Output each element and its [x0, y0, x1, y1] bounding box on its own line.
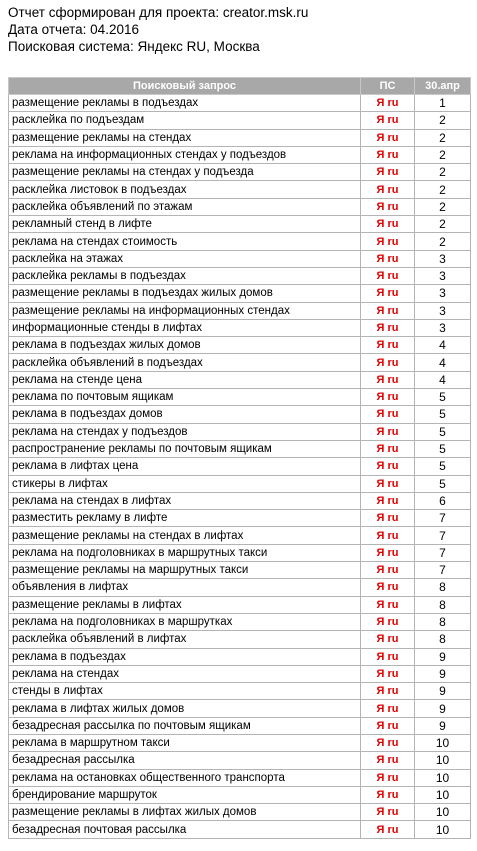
query-cell: безадресная почтовая рассылка	[9, 821, 361, 838]
table-row	[9, 285, 471, 302]
query-cell: реклама на информационных стендах у подъездов	[9, 146, 361, 163]
query-cell: безадресная рассылка по почтовым ящикам	[9, 717, 361, 734]
engine-badge: Я ru	[361, 821, 415, 838]
table-header-row	[9, 78, 471, 95]
engine-badge: Я ru	[361, 302, 415, 319]
table-row	[9, 544, 471, 561]
query-cell: стенды в лифтах	[9, 683, 361, 700]
position-cell: 5	[415, 440, 471, 457]
position-cell: 2	[415, 233, 471, 250]
position-cell: 3	[415, 319, 471, 336]
query-cell: размещение рекламы на стендах в лифтах	[9, 527, 361, 544]
engine-badge: Я ru	[361, 579, 415, 596]
table-row	[9, 665, 471, 682]
table-row	[9, 164, 471, 181]
table-row	[9, 786, 471, 803]
table-row	[9, 95, 471, 112]
engine-badge: Я ru	[361, 734, 415, 751]
position-cell: 7	[415, 527, 471, 544]
position-cell: 2	[415, 146, 471, 163]
query-cell: расклейка объявлений в лифтах	[9, 631, 361, 648]
table-row	[9, 752, 471, 769]
query-cell: размещение рекламы в подъездах жилых домов	[9, 285, 361, 302]
query-cell: расклейка рекламы в подъездах	[9, 267, 361, 284]
query-cell: реклама на подголовниках в маршрутках	[9, 613, 361, 630]
table-row	[9, 216, 471, 233]
engine-badge: Я ru	[361, 631, 415, 648]
engine-badge: Я ru	[361, 648, 415, 665]
query-cell: реклама в подъездах домов	[9, 406, 361, 423]
project-line: Отчет сформирован для проекта: creator.msk.ru	[8, 5, 309, 20]
engine-badge: Я ru	[361, 665, 415, 682]
engine-badge: Я ru	[361, 613, 415, 630]
position-cell: 9	[415, 700, 471, 717]
table-row	[9, 458, 471, 475]
table-row	[9, 510, 471, 527]
engine-badge: Я ru	[361, 717, 415, 734]
position-cell: 5	[415, 406, 471, 423]
query-cell: распространение рекламы по почтовым ящикам	[9, 440, 361, 457]
column-header-date: 30.апр	[415, 78, 471, 95]
position-cell: 2	[415, 129, 471, 146]
table-row	[9, 821, 471, 838]
engine-badge: Я ru	[361, 458, 415, 475]
query-cell: безадресная рассылка	[9, 752, 361, 769]
table-row	[9, 371, 471, 388]
engine-badge: Я ru	[361, 596, 415, 613]
position-cell: 9	[415, 665, 471, 682]
engine-badge: Я ru	[361, 510, 415, 527]
position-cell: 1	[415, 95, 471, 112]
engine-badge: Я ru	[361, 406, 415, 423]
table-row	[9, 492, 471, 509]
query-cell: объявления в лифтах	[9, 579, 361, 596]
engine-badge: Я ru	[361, 95, 415, 112]
engine-badge: Я ru	[361, 285, 415, 302]
engine-badge: Я ru	[361, 233, 415, 250]
engine-badge: Я ru	[361, 267, 415, 284]
query-cell: реклама по почтовым ящикам	[9, 389, 361, 406]
engine-badge: Я ru	[361, 112, 415, 129]
table-row	[9, 146, 471, 163]
table-row	[9, 319, 471, 336]
engine-badge: Я ru	[361, 683, 415, 700]
table-row	[9, 302, 471, 319]
column-header-query: Поисковый запрос	[9, 78, 361, 95]
engine-badge: Я ru	[361, 389, 415, 406]
position-cell: 3	[415, 302, 471, 319]
position-cell: 10	[415, 769, 471, 786]
position-cell: 10	[415, 786, 471, 803]
engine-badge: Я ru	[361, 319, 415, 336]
table-row	[9, 389, 471, 406]
query-cell: реклама в лифтах цена	[9, 458, 361, 475]
position-cell: 4	[415, 371, 471, 388]
table-row	[9, 804, 471, 821]
position-cell: 2	[415, 181, 471, 198]
engine-badge: Я ru	[361, 371, 415, 388]
table-row	[9, 423, 471, 440]
query-cell: размещение рекламы на маршрутных такси	[9, 562, 361, 579]
engine-badge: Я ru	[361, 337, 415, 354]
table-row	[9, 475, 471, 492]
query-cell: расклейка на этажах	[9, 250, 361, 267]
engine-badge: Я ru	[361, 198, 415, 215]
position-cell: 9	[415, 683, 471, 700]
table-row	[9, 769, 471, 786]
position-cell: 5	[415, 389, 471, 406]
table-row	[9, 406, 471, 423]
position-cell: 10	[415, 804, 471, 821]
table-row	[9, 354, 471, 371]
engine-badge: Я ru	[361, 544, 415, 561]
table-row	[9, 198, 471, 215]
position-cell: 8	[415, 613, 471, 630]
position-cell: 5	[415, 458, 471, 475]
position-cell: 3	[415, 267, 471, 284]
query-cell: размещение рекламы в лифтах жилых домов	[9, 804, 361, 821]
table-row	[9, 631, 471, 648]
query-cell: реклама в лифтах жилых домов	[9, 700, 361, 717]
engine-badge: Я ru	[361, 700, 415, 717]
position-cell: 6	[415, 492, 471, 509]
table-row	[9, 579, 471, 596]
position-cell: 2	[415, 164, 471, 181]
query-cell: размещение рекламы в подъездах	[9, 95, 361, 112]
query-cell: размещение рекламы в лифтах	[9, 596, 361, 613]
position-cell: 5	[415, 475, 471, 492]
query-cell: расклейка по подъездам	[9, 112, 361, 129]
table-row	[9, 700, 471, 717]
engine-badge: Я ru	[361, 527, 415, 544]
table-body	[9, 95, 471, 839]
positions-table	[8, 77, 471, 839]
query-cell: разместить рекламу в лифте	[9, 510, 361, 527]
query-cell: реклама в маршрутном такси	[9, 734, 361, 751]
table-row	[9, 717, 471, 734]
engine-badge: Я ru	[361, 164, 415, 181]
table-row	[9, 648, 471, 665]
engine-badge: Я ru	[361, 769, 415, 786]
table-row	[9, 596, 471, 613]
query-cell: размещение рекламы на информационных стендах	[9, 302, 361, 319]
table-row	[9, 734, 471, 751]
query-cell: реклама на стендах у подъездов	[9, 423, 361, 440]
engine-badge: Я ru	[361, 475, 415, 492]
engine-badge: Я ru	[361, 129, 415, 146]
position-cell: 10	[415, 752, 471, 769]
position-cell: 4	[415, 354, 471, 371]
engine-badge: Я ru	[361, 752, 415, 769]
query-cell: информационные стенды в лифтах	[9, 319, 361, 336]
search-engine-line: Поисковая система: Яндекс RU, Москва	[8, 39, 260, 54]
query-cell: размещение рекламы на стендах у подъезда	[9, 164, 361, 181]
report-date-line: Дата отчета: 04.2016	[8, 22, 139, 37]
query-cell: реклама на стенде цена	[9, 371, 361, 388]
position-cell: 2	[415, 112, 471, 129]
query-cell: реклама на стендах	[9, 665, 361, 682]
position-cell: 9	[415, 717, 471, 734]
position-cell: 3	[415, 285, 471, 302]
query-cell: реклама на стендах стоимость	[9, 233, 361, 250]
query-cell: реклама на остановках общественного транспорта	[9, 769, 361, 786]
query-cell: расклейка листовок в подъездах	[9, 181, 361, 198]
query-cell: расклейка объявлений по этажам	[9, 198, 361, 215]
position-cell: 2	[415, 198, 471, 215]
position-cell: 10	[415, 821, 471, 838]
query-cell: реклама на подголовниках в маршрутных такси	[9, 544, 361, 561]
position-cell: 5	[415, 423, 471, 440]
query-cell: расклейка объявлений в подъездах	[9, 354, 361, 371]
position-cell: 8	[415, 596, 471, 613]
table-row	[9, 233, 471, 250]
query-cell: рекламный стенд в лифте	[9, 216, 361, 233]
table-row	[9, 613, 471, 630]
engine-badge: Я ru	[361, 250, 415, 267]
table-row	[9, 440, 471, 457]
engine-badge: Я ru	[361, 181, 415, 198]
position-cell: 8	[415, 579, 471, 596]
table-row	[9, 112, 471, 129]
engine-badge: Я ru	[361, 216, 415, 233]
table-row	[9, 250, 471, 267]
query-cell: реклама на стендах в лифтах	[9, 492, 361, 509]
engine-badge: Я ru	[361, 354, 415, 371]
engine-badge: Я ru	[361, 423, 415, 440]
query-cell: стикеры в лифтах	[9, 475, 361, 492]
position-cell: 3	[415, 250, 471, 267]
query-cell: реклама в подъездах жилых домов	[9, 337, 361, 354]
query-cell: размещение рекламы на стендах	[9, 129, 361, 146]
engine-badge: Я ru	[361, 440, 415, 457]
engine-badge: Я ru	[361, 562, 415, 579]
engine-badge: Я ru	[361, 786, 415, 803]
table-row	[9, 527, 471, 544]
report-header	[0, 0, 477, 55]
query-cell: реклама в подъездах	[9, 648, 361, 665]
table-row	[9, 267, 471, 284]
position-cell: 10	[415, 734, 471, 751]
table-row	[9, 337, 471, 354]
position-cell: 4	[415, 337, 471, 354]
position-cell: 7	[415, 544, 471, 561]
table-row	[9, 129, 471, 146]
engine-badge: Я ru	[361, 492, 415, 509]
position-cell: 7	[415, 562, 471, 579]
position-cell: 2	[415, 216, 471, 233]
position-cell: 8	[415, 631, 471, 648]
position-cell: 9	[415, 648, 471, 665]
engine-badge: Я ru	[361, 804, 415, 821]
table-row	[9, 181, 471, 198]
column-header-engine: ПС	[361, 78, 415, 95]
table-row	[9, 683, 471, 700]
position-cell: 7	[415, 510, 471, 527]
table-row	[9, 562, 471, 579]
engine-badge: Я ru	[361, 146, 415, 163]
query-cell: брендирование маршруток	[9, 786, 361, 803]
